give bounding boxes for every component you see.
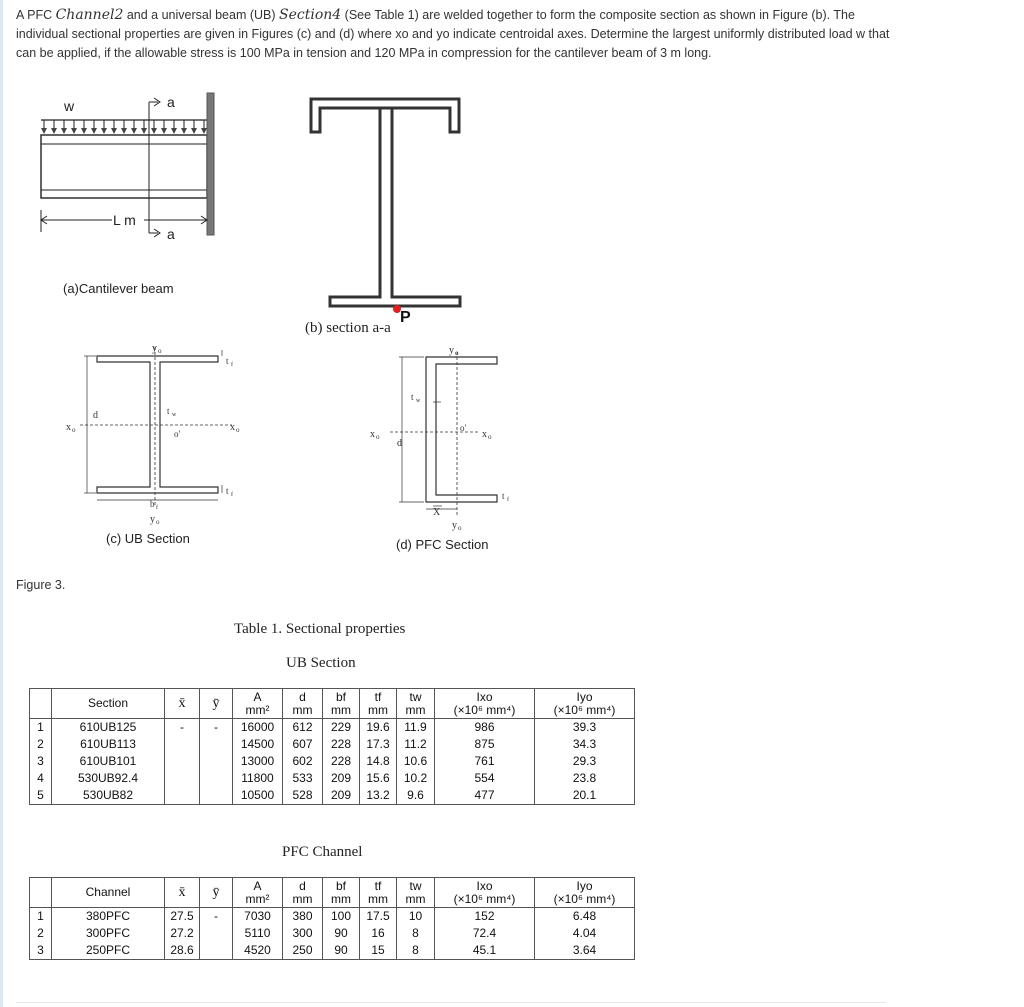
svg-text:f: f [231,362,233,368]
composite-section-figure [305,99,460,336]
table-cell: 250 [283,942,323,960]
header-cell: tf mm [360,689,397,719]
pfc-section-figure [370,345,509,552]
table-cell: 17.5 [360,908,397,926]
table-cell: 14.8 [360,753,397,770]
table-cell: 15 [360,942,397,960]
table-cell: 1 [30,908,52,926]
table-cell: 3 [30,942,52,960]
table-cell: 28.6 [165,942,200,960]
table-cell: 29.3 [535,753,635,770]
table-cell: 530UB82 [52,787,165,805]
table-cell: 209 [323,787,360,805]
table-cell: 4 [30,770,52,787]
svg-text:w: w [172,412,177,418]
header-cell: tw mm [397,878,435,908]
header-cell: Ixo (×10⁶ mm⁴) [435,878,535,908]
ub-section-table [29,688,635,805]
table-cell: 209 [323,770,360,787]
svg-text:o: o [488,433,492,441]
header-cell: Section [52,689,165,719]
header-cell: Channel [52,878,165,908]
caption-c: (c) UB Section [106,531,190,546]
svg-text:o': o' [460,423,467,433]
table-cell: 5110 [233,925,283,942]
table-cell: 90 [323,925,360,942]
table-cell [200,770,233,787]
table-cell: 554 [435,770,535,787]
svg-text:y: y [452,520,457,531]
table-row [30,753,635,770]
header-cell: ȳ [200,689,233,719]
table-header-row [30,878,635,908]
table-cell: 19.6 [360,719,397,737]
table-cell: 8 [397,942,435,960]
header-cell: tw mm [397,689,435,719]
header-cell: Ixo (×10⁶ mm⁴) [435,689,535,719]
svg-text:a: a [167,94,175,110]
table-cell: 7030 [233,908,283,926]
table-cell: 90 [323,942,360,960]
header-cell: bf mm [323,689,360,719]
fixed-wall [207,93,214,235]
table-row [30,925,635,942]
problem-statement: A PFC Channel2 and a universal beam (UB) Section4 (See Table 1) are welded together to form the composite section as shown in Figure (b). The individual sectional properties are given in Figures (c) and (d) where xo and yo indicate centroidal axes. Determine the largest uniformly distributed load w that can be applied, if the allowable stress is 100 MPa in tension and 120 MPa in compression for the cantilever beam of 3 m long. [16,7,890,60]
table-cell: 11.9 [397,719,435,737]
table-cell: 5 [30,787,52,805]
point-p-label: P [400,309,411,326]
svg-text:o: o [376,433,380,441]
table-cell: 10500 [233,787,283,805]
pfc-channel-table [29,877,635,960]
table-cell: 11800 [233,770,283,787]
table-cell: 15.6 [360,770,397,787]
table-cell: 45.1 [435,942,535,960]
table-cell: 4520 [233,942,283,960]
table-cell: 9.6 [397,787,435,805]
table-header-row [30,689,635,719]
table-cell: 13.2 [360,787,397,805]
table-cell: 228 [323,736,360,753]
table-cell: 72.4 [435,925,535,942]
table-cell: 8 [397,925,435,942]
span-label: L m [113,212,136,228]
svg-text:o: o [458,524,462,532]
svg-text:o: o [455,349,459,357]
bottom-divider [16,1002,886,1003]
table-cell: 34.3 [535,736,635,753]
table-cell: 380 [283,908,323,926]
table-cell: 10.2 [397,770,435,787]
table-cell: 1 [30,719,52,737]
table-cell: 533 [283,770,323,787]
header-cell [30,689,52,719]
table-cell: 2 [30,925,52,942]
table-title: Table 1. Sectional properties [234,621,406,637]
svg-text:f: f [231,492,233,498]
table-row [30,942,635,960]
header-cell: A mm² [233,689,283,719]
table-cell: 761 [435,753,535,770]
svg-text:t: t [226,486,229,496]
table-cell: 14500 [233,736,283,753]
svg-text:o': o' [174,429,181,439]
cantilever-beam-figure [41,93,214,296]
table-cell: 17.3 [360,736,397,753]
svg-text:w: w [416,398,421,404]
ub-section-figure [66,343,240,546]
table-cell: 27.2 [165,925,200,942]
table-cell: - [165,719,200,737]
table-cell: 39.3 [535,719,635,737]
table-cell: 530UB92.4 [52,770,165,787]
table-cell: 477 [435,787,535,805]
table-cell [165,736,200,753]
table-cell: - [200,908,233,926]
table-cell [165,753,200,770]
table-cell [200,753,233,770]
svg-text:x: x [230,422,235,433]
svg-text:t: t [226,356,229,366]
table-cell: 986 [435,719,535,737]
svg-text:y: y [449,345,454,356]
table-row [30,770,635,787]
table-cell: 610UB125 [52,719,165,737]
figure-label: Figure 3. [16,578,66,592]
table-row [30,787,635,805]
caption-b: (b) section a-a [305,320,391,336]
table-cell: 10 [397,908,435,926]
svg-text:b: b [150,499,155,509]
svg-text:f: f [507,497,509,503]
table-cell [200,925,233,942]
table-cell: 229 [323,719,360,737]
svg-text:o: o [158,347,162,355]
svg-text:a: a [167,226,175,242]
table-row [30,736,635,753]
table-cell [165,787,200,805]
svg-text:y: y [152,343,157,354]
table-cell: 607 [283,736,323,753]
table-cell: 10.6 [397,753,435,770]
ub-table-title: UB Section [286,655,356,671]
section-variable: Section4 [279,7,342,23]
svg-text:x: x [66,422,71,433]
table-cell: 610UB101 [52,753,165,770]
table-cell: 612 [283,719,323,737]
table-cell: 300 [283,925,323,942]
table-cell [200,942,233,960]
svg-text:t: t [502,491,505,501]
header-cell [30,878,52,908]
svg-text:o: o [156,518,160,526]
table-cell: 6.48 [535,908,635,926]
svg-text:x: x [370,429,375,440]
svg-text:d: d [397,438,402,449]
svg-text:X: X [433,507,441,518]
svg-text:f: f [156,505,158,511]
header-cell: Iyo (×10⁶ mm⁴) [535,878,635,908]
header-cell: bf mm [323,878,360,908]
table-cell: - [200,719,233,737]
header-cell: x̄ [165,878,200,908]
table-cell: 4.04 [535,925,635,942]
table-cell: 528 [283,787,323,805]
table-cell [200,787,233,805]
header-cell: x̄ [165,689,200,719]
channel-variable: Channel2 [55,7,124,23]
table-cell: 602 [283,753,323,770]
table-cell: 250PFC [52,942,165,960]
table-cell: 16000 [233,719,283,737]
table-cell: 13000 [233,753,283,770]
header-cell: d mm [283,689,323,719]
header-cell: ȳ [200,878,233,908]
table-row [30,908,635,926]
table-cell: 3 [30,753,52,770]
table-cell: 610UB113 [52,736,165,753]
table-cell: 23.8 [535,770,635,787]
header-cell: tf mm [360,878,397,908]
table-cell: 875 [435,736,535,753]
caption-d: (d) PFC Section [396,537,489,552]
pfc-table-title: PFC Channel [282,844,363,860]
table-cell [200,736,233,753]
w-label: w [64,98,75,114]
table-row [30,719,635,737]
table-cell: 11.2 [397,736,435,753]
table-cell: 16 [360,925,397,942]
svg-text:y: y [150,514,155,525]
svg-text:d: d [93,410,98,421]
table-cell: 152 [435,908,535,926]
caption-a: (a)Cantilever beam [63,281,174,296]
table-cell: 2 [30,736,52,753]
header-cell: Iyo (×10⁶ mm⁴) [535,689,635,719]
table-cell: 3.64 [535,942,635,960]
table-cell: 380PFC [52,908,165,926]
svg-text:o: o [236,426,240,434]
svg-text:t: t [411,392,414,402]
svg-text:o: o [72,426,76,434]
table-cell: 27.5 [165,908,200,926]
table-cell: 228 [323,753,360,770]
svg-text:x: x [482,429,487,440]
table-cell [165,770,200,787]
header-cell: A mm² [233,878,283,908]
table-cell: 300PFC [52,925,165,942]
table-cell: 20.1 [535,787,635,805]
table-cell: 100 [323,908,360,926]
header-cell: d mm [283,878,323,908]
svg-text:t: t [167,406,170,416]
